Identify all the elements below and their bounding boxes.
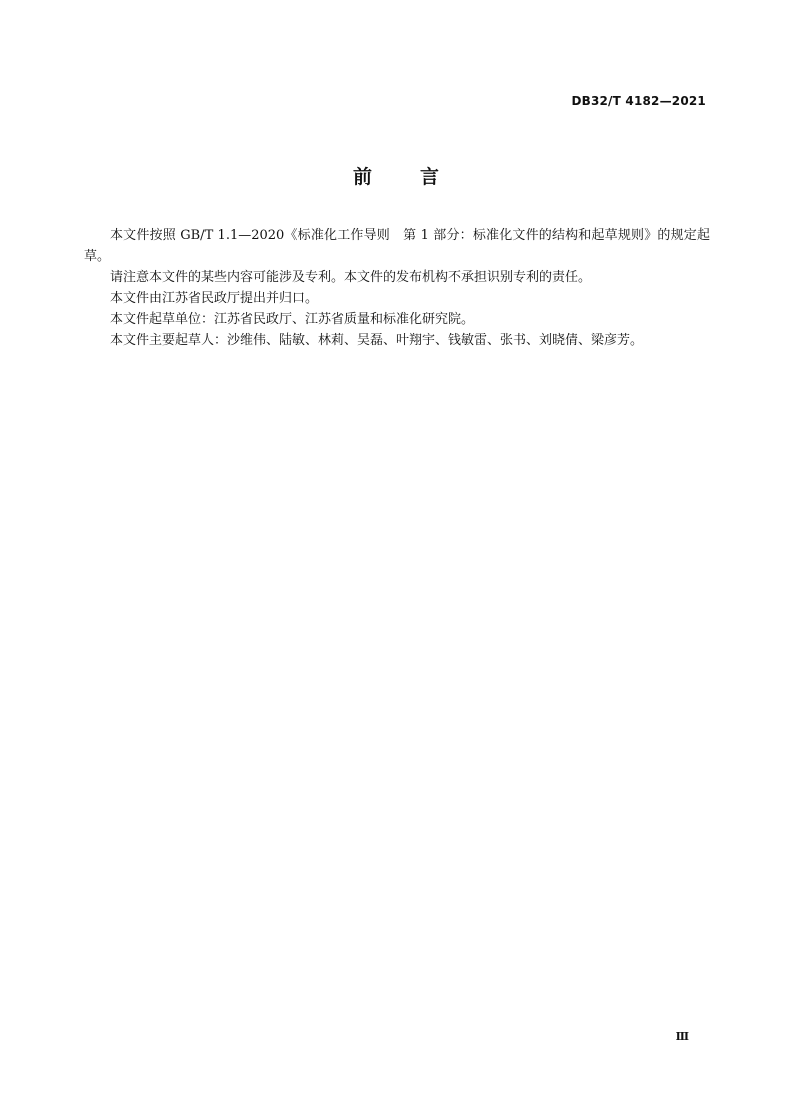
foreword-body bbox=[84, 225, 710, 351]
paragraph-drafting-units: 本文件起草单位：江苏省民政厅、江苏省质量和标准化研究院。 bbox=[110, 312, 475, 327]
page-title: 前言 bbox=[352, 166, 487, 188]
paragraph-drafting-rules: 本文件按照 GB/T 1.1—2020《标准化工作导则 第 1 部分：标准化文件的结构和起草规则》的规定起草。 bbox=[84, 228, 710, 264]
paragraph-proposer: 本文件由江苏省民政厅提出并归口。 bbox=[110, 291, 319, 306]
paragraph-patent-notice: 请注意本文件的某些内容可能涉及专利。本文件的发布机构不承担识别专利的责任。 bbox=[110, 270, 592, 285]
page-number: Ⅲ bbox=[675, 1030, 689, 1043]
paragraph-drafters: 本文件主要起草人：沙维伟、陆敏、林莉、吴磊、叶翔宇、钱敏雷、张书、刘晓倩、梁彦芳。 bbox=[110, 333, 644, 348]
standard-code: DB32/T 4182—2021 bbox=[571, 94, 706, 108]
